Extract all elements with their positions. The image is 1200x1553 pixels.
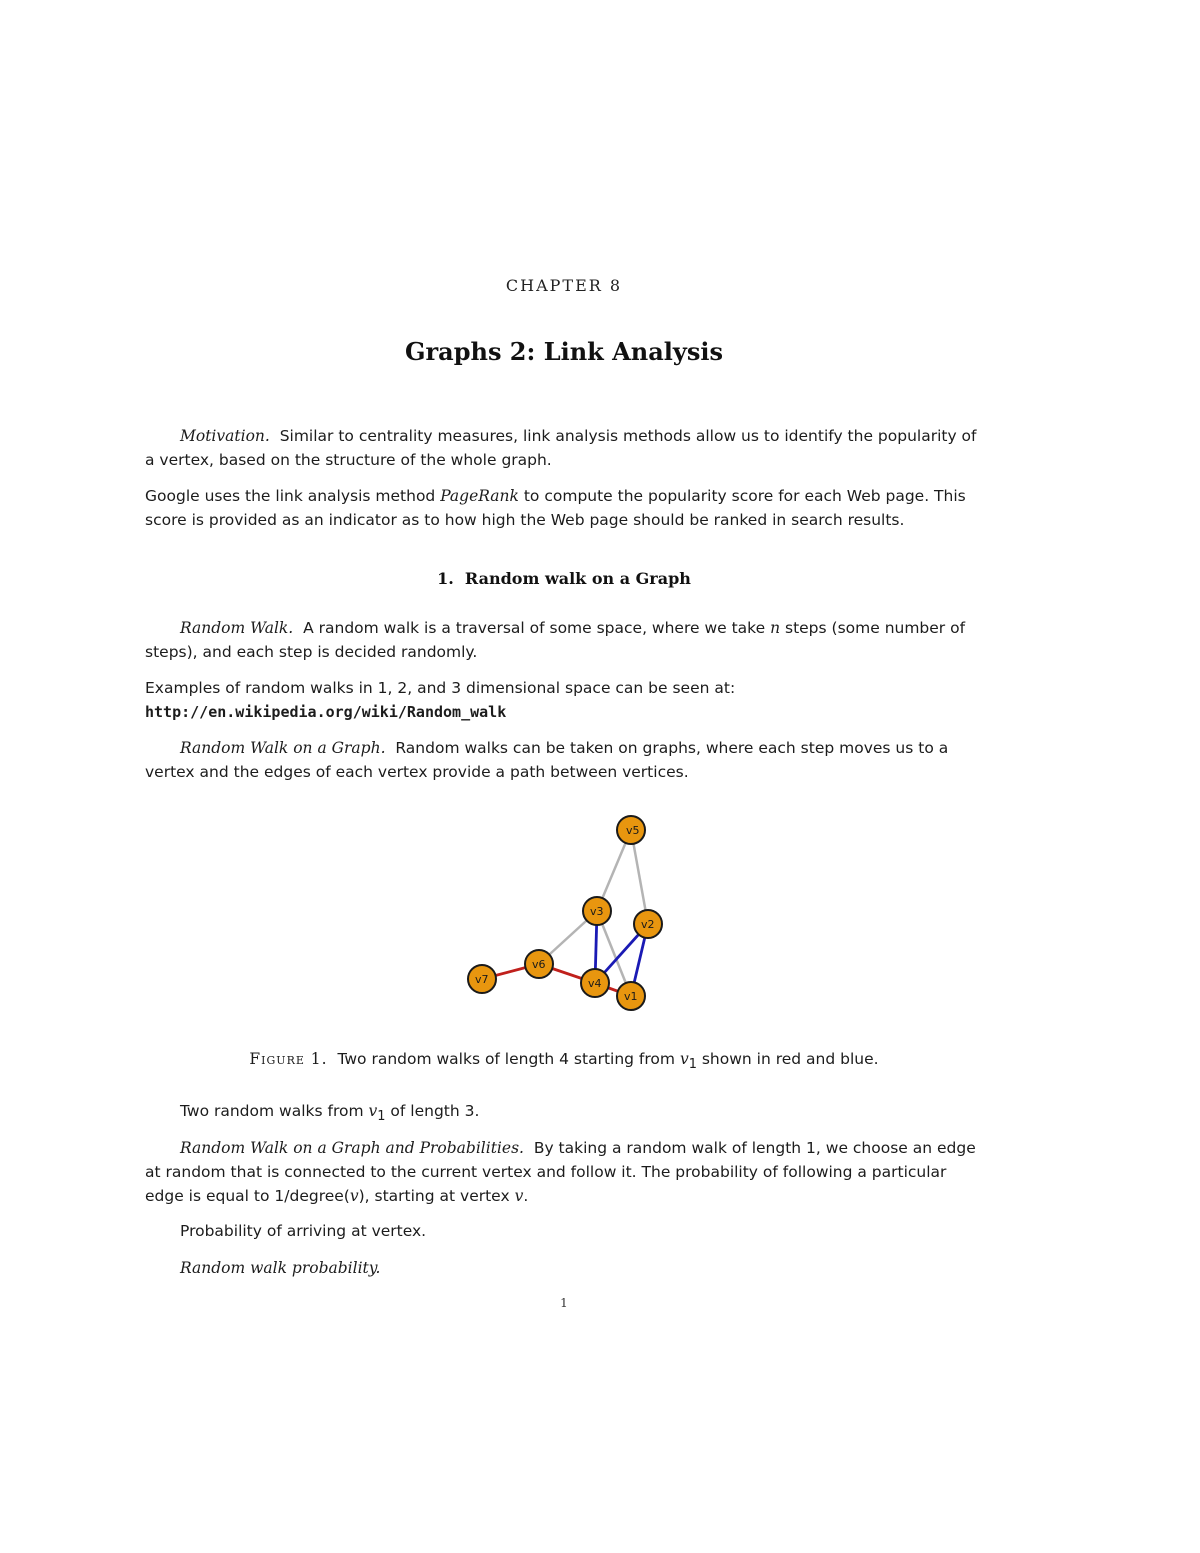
pagerank-term: PageRank — [440, 487, 519, 505]
probabilities-middle: ), starting at vertex — [358, 1187, 515, 1205]
caption-var: v — [679, 1050, 689, 1068]
motivation-text: Similar to centrality measures, link analysis methods allow us to identify the popularity of a vertex, based on the structure of the whole graph. — [145, 427, 977, 469]
wikipedia-link[interactable]: http://en.wikipedia.org/wiki/Random_walk — [145, 703, 507, 721]
vertex-v3 — [583, 897, 611, 925]
examples-paragraph — [145, 676, 990, 724]
vertex-label: v2 — [641, 918, 655, 931]
figure-caption — [0, 1050, 1128, 1072]
random-walk-paragraph — [145, 616, 990, 664]
var-n: n — [770, 619, 781, 637]
vertex-label: v4 — [588, 977, 602, 990]
google-text-before: Google uses the link analysis method — [145, 487, 441, 505]
chapter-title: Graphs 2: Link Analysis — [405, 337, 723, 366]
probabilities-after: . — [523, 1187, 529, 1205]
vertex-label: v3 — [590, 905, 604, 918]
motivation-term: Motivation. — [180, 427, 270, 445]
walk-on-graph-text: Random walks can be taken on graphs, where each step moves us to a vertex and the edges of each vertex provide a path between vertices. — [145, 739, 949, 781]
walk-on-graph-term: Random Walk on a Graph. — [180, 739, 386, 757]
page-number: 1 — [560, 1296, 568, 1310]
two-walks-var: v — [368, 1102, 378, 1120]
random-walk-graph-figure — [455, 805, 695, 1025]
examples-text: Examples of random walks in 1, 2, and 3 dimensional space can be seen at: — [145, 679, 736, 697]
google-paragraph — [145, 484, 990, 532]
random-walk-text-before: A random walk is a traversal of some space, where we take — [303, 619, 771, 637]
caption-subscript: 1 — [688, 1057, 697, 1073]
probabilities-var1: v — [349, 1187, 359, 1205]
vertex-v7 — [468, 965, 496, 993]
random-walk-term: Random Walk. — [180, 619, 294, 637]
google-text-after: to compute the popularity score for each Web page. This score is provided as an indicator as to how high the Web page should be ranked in search results. — [145, 487, 966, 529]
figure-caption-prefix: Figure 1. — [249, 1050, 328, 1068]
two-walks-paragraph — [145, 1099, 990, 1129]
caption-text-after: shown in red and blue. — [696, 1050, 879, 1068]
arriving-paragraph: Probability of arriving at vertex. — [180, 1222, 427, 1240]
vertex-v5 — [617, 816, 645, 844]
probabilities-term: Random Walk on a Graph and Probabilities. — [180, 1139, 524, 1157]
probabilities-var2: v — [514, 1187, 524, 1205]
two-walks-after: of length 3. — [385, 1102, 480, 1120]
random-walk-text-after: steps (some number of steps), and each step is decided randomly. — [145, 619, 966, 661]
vertex-v1 — [617, 982, 645, 1010]
vertex-label: v1 — [624, 990, 638, 1003]
two-walks-subscript: 1 — [377, 1109, 386, 1125]
chapter-label: CHAPTER 8 — [505, 276, 623, 295]
vertex-v6 — [525, 950, 553, 978]
vertex-v4 — [581, 969, 609, 997]
vertex-label: v5 — [626, 824, 640, 837]
probabilities-paragraph — [145, 1136, 990, 1208]
walk-probability-paragraph: Random walk probability. — [180, 1259, 381, 1277]
walk-on-graph-paragraph — [145, 736, 990, 784]
caption-text-before: Two random walks of length 4 starting from — [337, 1050, 680, 1068]
motivation-paragraph — [145, 424, 990, 472]
probabilities-before: By taking a random walk of length 1, we choose an edge at random that is connected to the current vertex and follow it. The probability of following a particular edge is equal to 1/degree( — [145, 1139, 976, 1205]
two-walks-before: Two random walks from — [180, 1102, 369, 1120]
section-number: 1. — [437, 569, 454, 588]
vertex-v2 — [634, 910, 662, 938]
section-heading — [0, 569, 1128, 588]
section-title: Random walk on a Graph — [464, 569, 691, 588]
vertex-label: v7 — [475, 973, 489, 986]
vertex-label: v6 — [532, 958, 546, 971]
